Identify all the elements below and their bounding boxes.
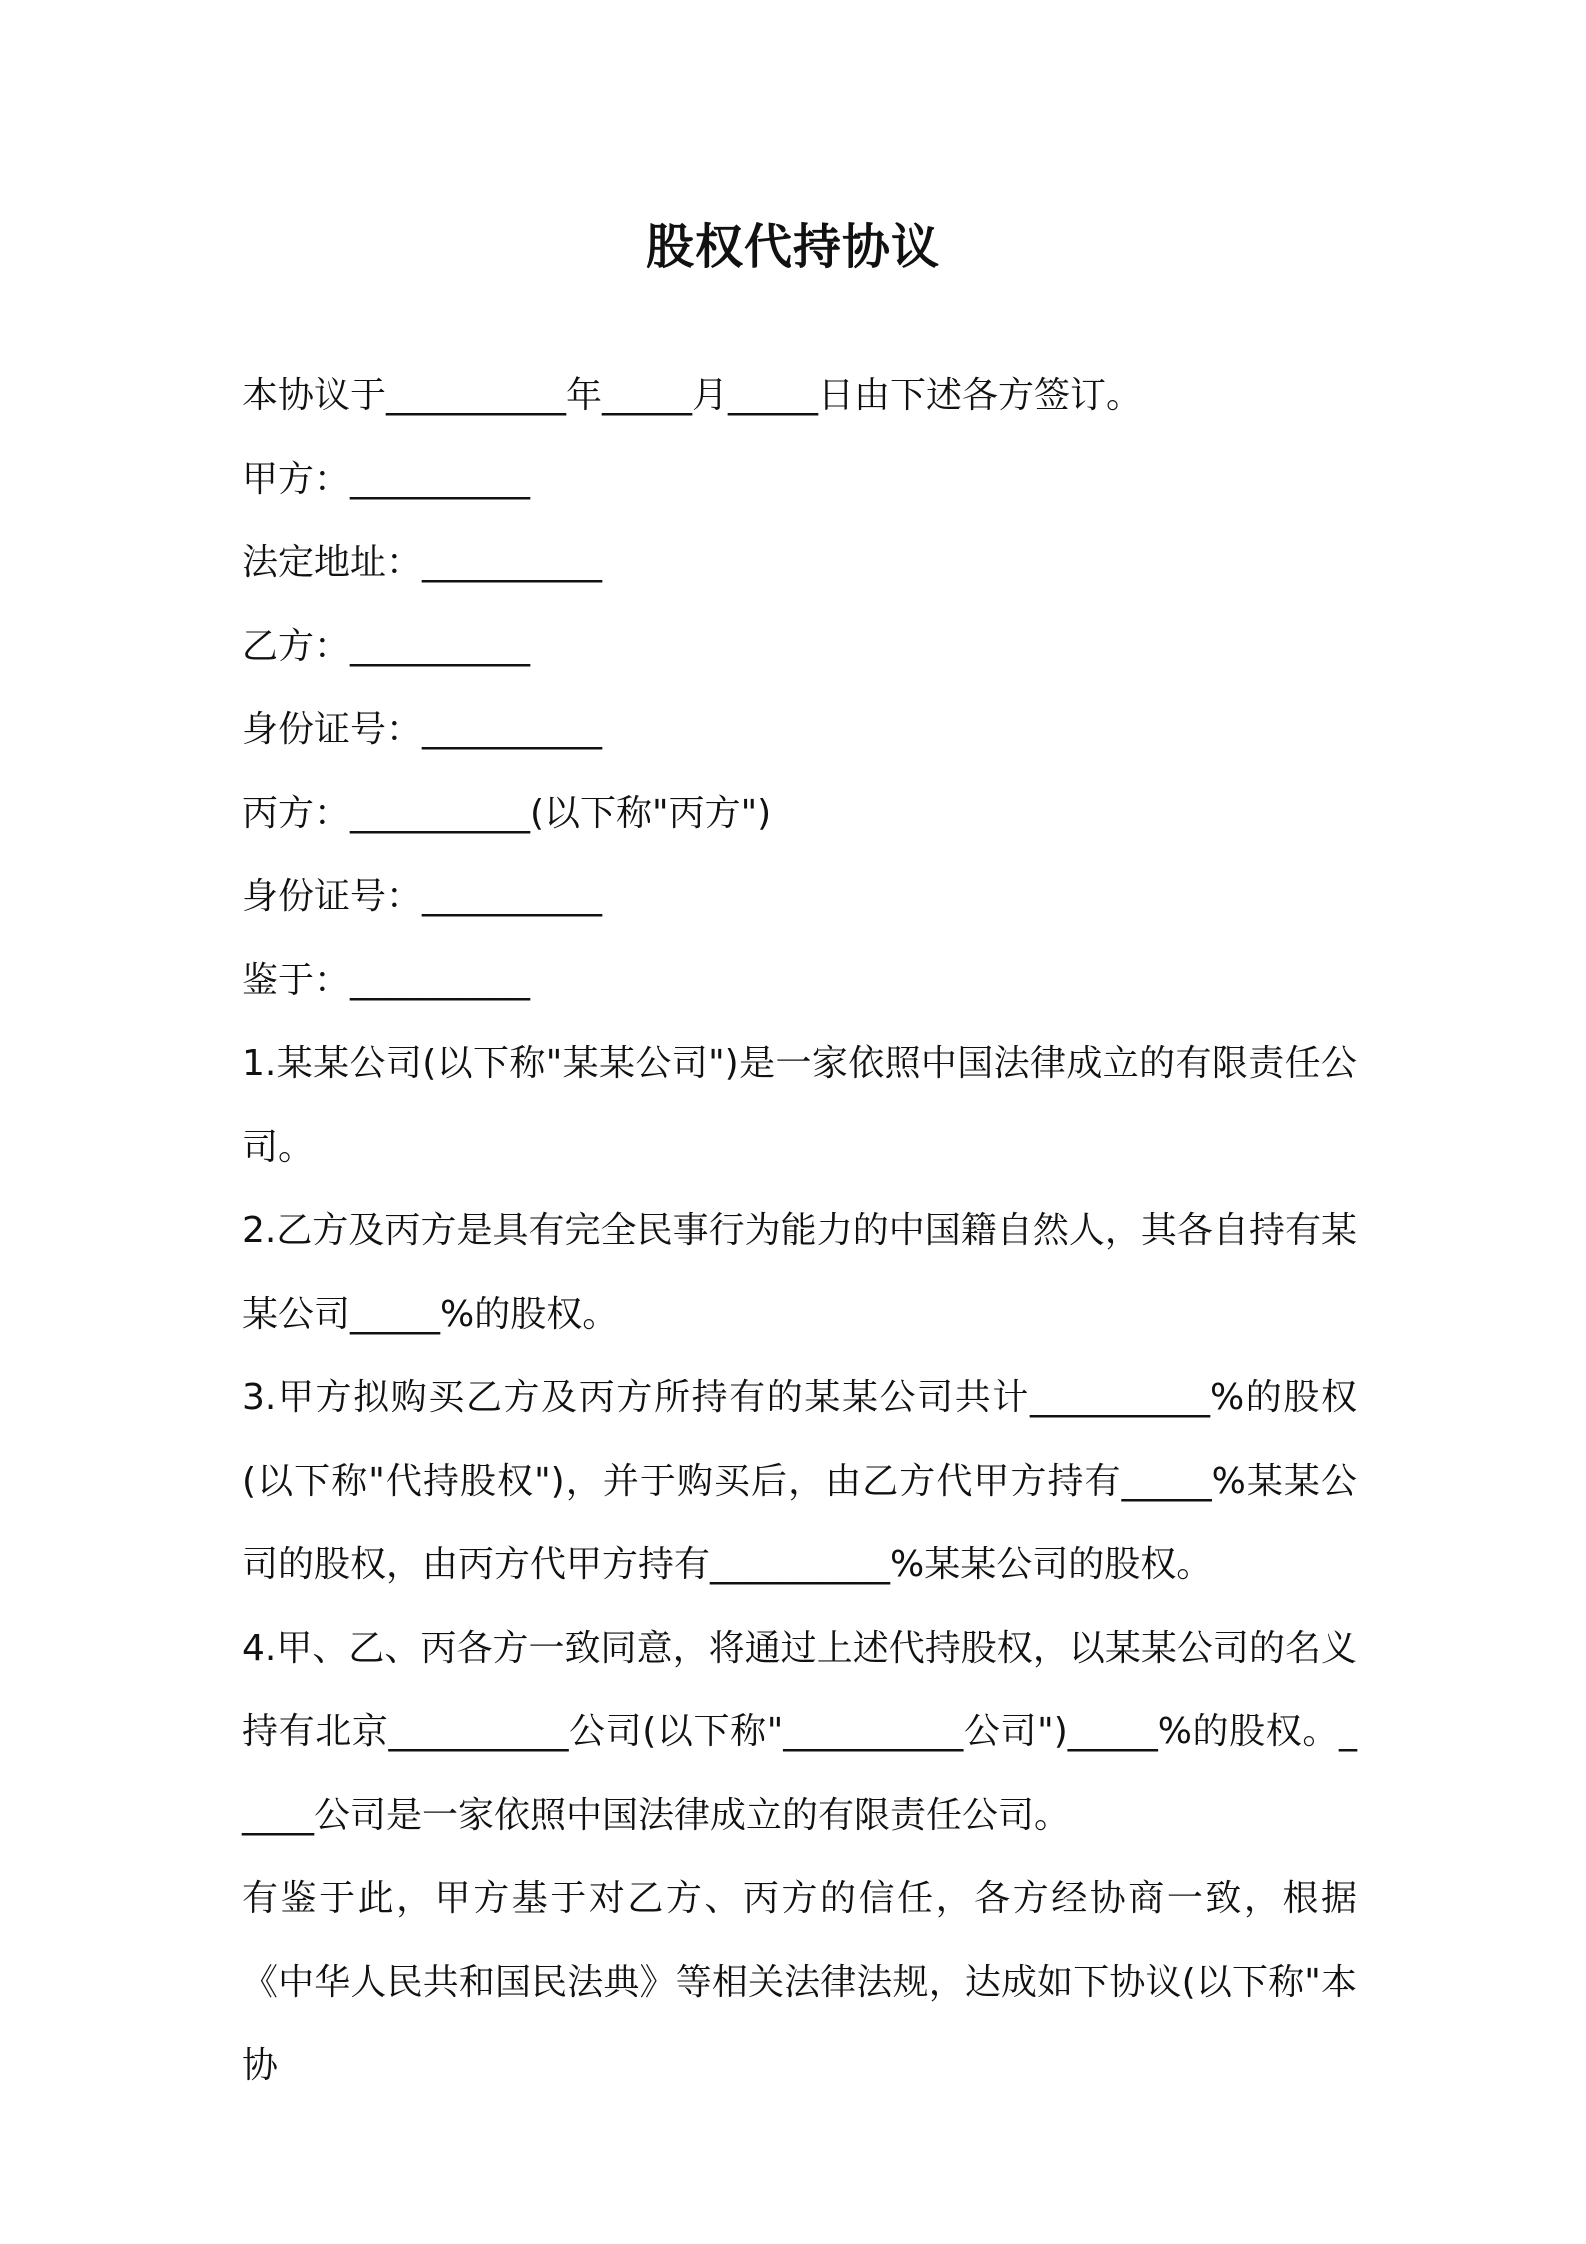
clause-2: 2.乙方及丙方是具有完全民事行为能力的中国籍自然人，其各自持有某某公司_____%的股权。 <box>242 1210 1357 1335</box>
clause-4: 4.甲、乙、丙各方一致同意，将通过上述代持股权，以某某公司的名义持有北京__________公司(以下称"__________公司")_____%的股权。_____公司是一家依照中国法律成立的有限责任公司。 <box>242 1627 1357 1836</box>
clause-3: 3.甲方拟购买乙方及丙方所持有的某某公司共计__________%的股权(以下称"代持股权")，并于购买后，由乙方代甲方持有_____%某某公司的股权，由丙方代甲方持有__________%某某公司的股权。 <box>242 1377 1357 1585</box>
party-b-id-line: 身份证号：__________ <box>242 709 603 750</box>
legal-address-line: 法定地址：__________ <box>242 542 603 583</box>
party-a-line: 甲方：__________ <box>242 458 531 500</box>
preamble-conclusion: 有鉴于此，甲方基于对乙方、丙方的信任，各方经协商一致，根据《中华人民共和国民法典》等相关法律法规，达成如下协议(以下称"本协 <box>242 1878 1357 2086</box>
signing-date-line: 本协议于__________年_____月_____日由下述各方签订。 <box>242 375 1143 416</box>
document-title: 股权代持协议 <box>645 219 940 275</box>
document-body <box>242 354 1357 2108</box>
whereas-line: 鉴于：__________ <box>242 959 531 1001</box>
party-c-id-line: 身份证号：__________ <box>242 876 603 917</box>
clause-1: 1.某某公司(以下称"某某公司")是一家依照中国法律成立的有限责任公司。 <box>242 1043 1357 1168</box>
party-b-line: 乙方：__________ <box>242 625 531 667</box>
party-c-line: 丙方：__________(以下称"丙方") <box>242 792 772 834</box>
